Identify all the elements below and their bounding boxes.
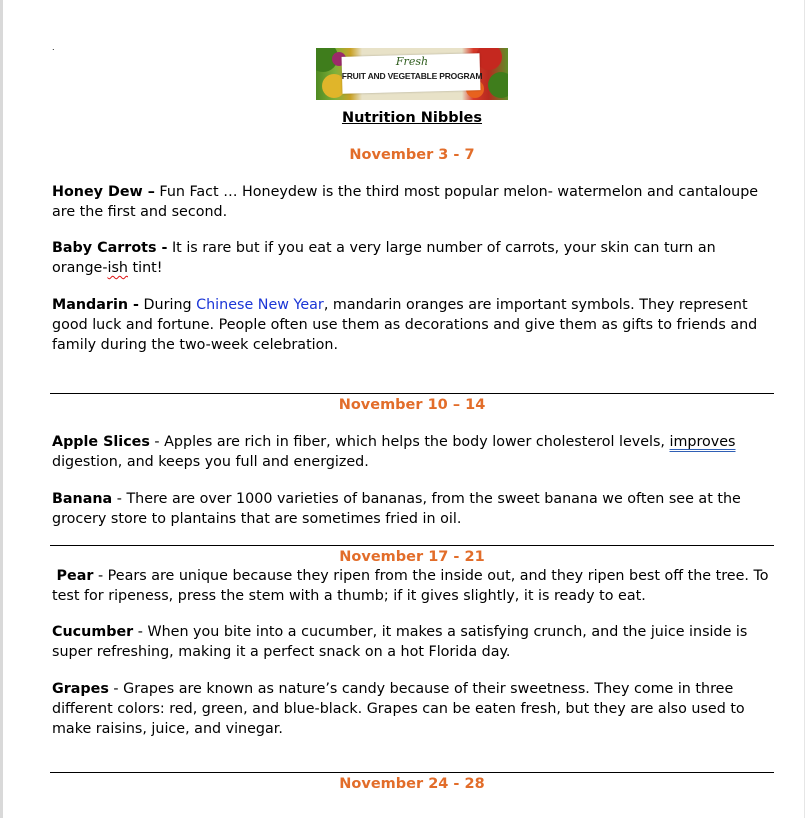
nibble-paragraph xyxy=(52,238,772,278)
section-divider xyxy=(50,772,774,773)
food-name: Apple Slices xyxy=(52,434,150,450)
food-name: Baby Carrots - xyxy=(52,240,168,256)
chinese-new-year-link[interactable]: Chinese New Year xyxy=(196,297,324,313)
section-divider xyxy=(50,393,774,394)
stray-mark: . xyxy=(52,43,55,52)
nibble-paragraph xyxy=(52,182,772,222)
nibble-paragraph xyxy=(52,489,772,529)
week-heading: November 17 - 21 xyxy=(339,549,485,565)
grammar-flag-word: improves xyxy=(669,434,736,450)
food-fact: During xyxy=(138,297,197,313)
nibble-paragraph xyxy=(52,679,772,739)
food-name: Honey Dew – xyxy=(52,184,155,200)
page-title: Nutrition Nibbles xyxy=(341,110,483,126)
week-heading: November 10 – 14 xyxy=(338,397,486,413)
logo-script-text: Fresh xyxy=(395,55,429,68)
food-name: Grapes xyxy=(52,681,109,697)
nibble-paragraph xyxy=(52,622,772,662)
food-name: Mandarin - xyxy=(52,297,139,313)
food-fact: - When you bite into a cucumber, it makes a satisfying crunch, and the juice inside is super refreshing, making it a perfect snack on a hot Florida day. xyxy=(52,624,748,660)
food-fact: digestion, and keeps you full and energized. xyxy=(52,454,369,470)
food-fact: - Grapes are known as nature’s candy because of their sweetness. They come in three different colors: red, green, and blue-black. Grapes can be eaten fresh, but they are also used to make raisins, juice, and vinegar. xyxy=(52,681,745,737)
logo-program-text: FRUIT AND VEGETABLE PROGRAM xyxy=(341,71,483,81)
week-heading: November 3 - 7 xyxy=(349,147,475,163)
food-fact: , mandarin oranges are important symbols. They represent good luck and fortune. People often use them as decorations and give them as gifts to friends and family during the two-week celebration. xyxy=(52,297,758,353)
food-fact: - Apples are rich in fiber, which helps the body lower cholesterol levels, xyxy=(149,434,670,450)
food-name: Pear xyxy=(56,568,94,584)
spellcheck-word: ish xyxy=(107,260,128,276)
week-heading: November 24 - 28 xyxy=(339,776,485,792)
food-name: Cucumber xyxy=(52,624,134,640)
food-fact: It is rare but if you eat a very large number of carrots, your skin can turn an orange- xyxy=(52,240,716,276)
nibble-paragraph xyxy=(52,295,772,355)
food-name: Banana xyxy=(52,491,113,507)
section-divider xyxy=(50,545,774,546)
food-fact: - Pears are unique because they ripen from the inside out, and they ripen best off the tree. To test for ripeness, press the stem with a thumb; if it gives slightly, it is ready to eat. xyxy=(52,568,769,604)
food-fact: - There are over 1000 varieties of bananas, from the sweet banana we often see at the grocery store to plantains that are sometimes fried in oil. xyxy=(52,491,741,527)
food-fact: tint! xyxy=(127,260,163,276)
nibble-paragraph xyxy=(52,566,772,606)
program-logo xyxy=(316,48,508,100)
food-fact: Fun Fact … Honeydew is the third most popular melon- watermelon and cantaloupe are the first and second. xyxy=(52,184,759,220)
nibble-paragraph xyxy=(52,432,772,472)
